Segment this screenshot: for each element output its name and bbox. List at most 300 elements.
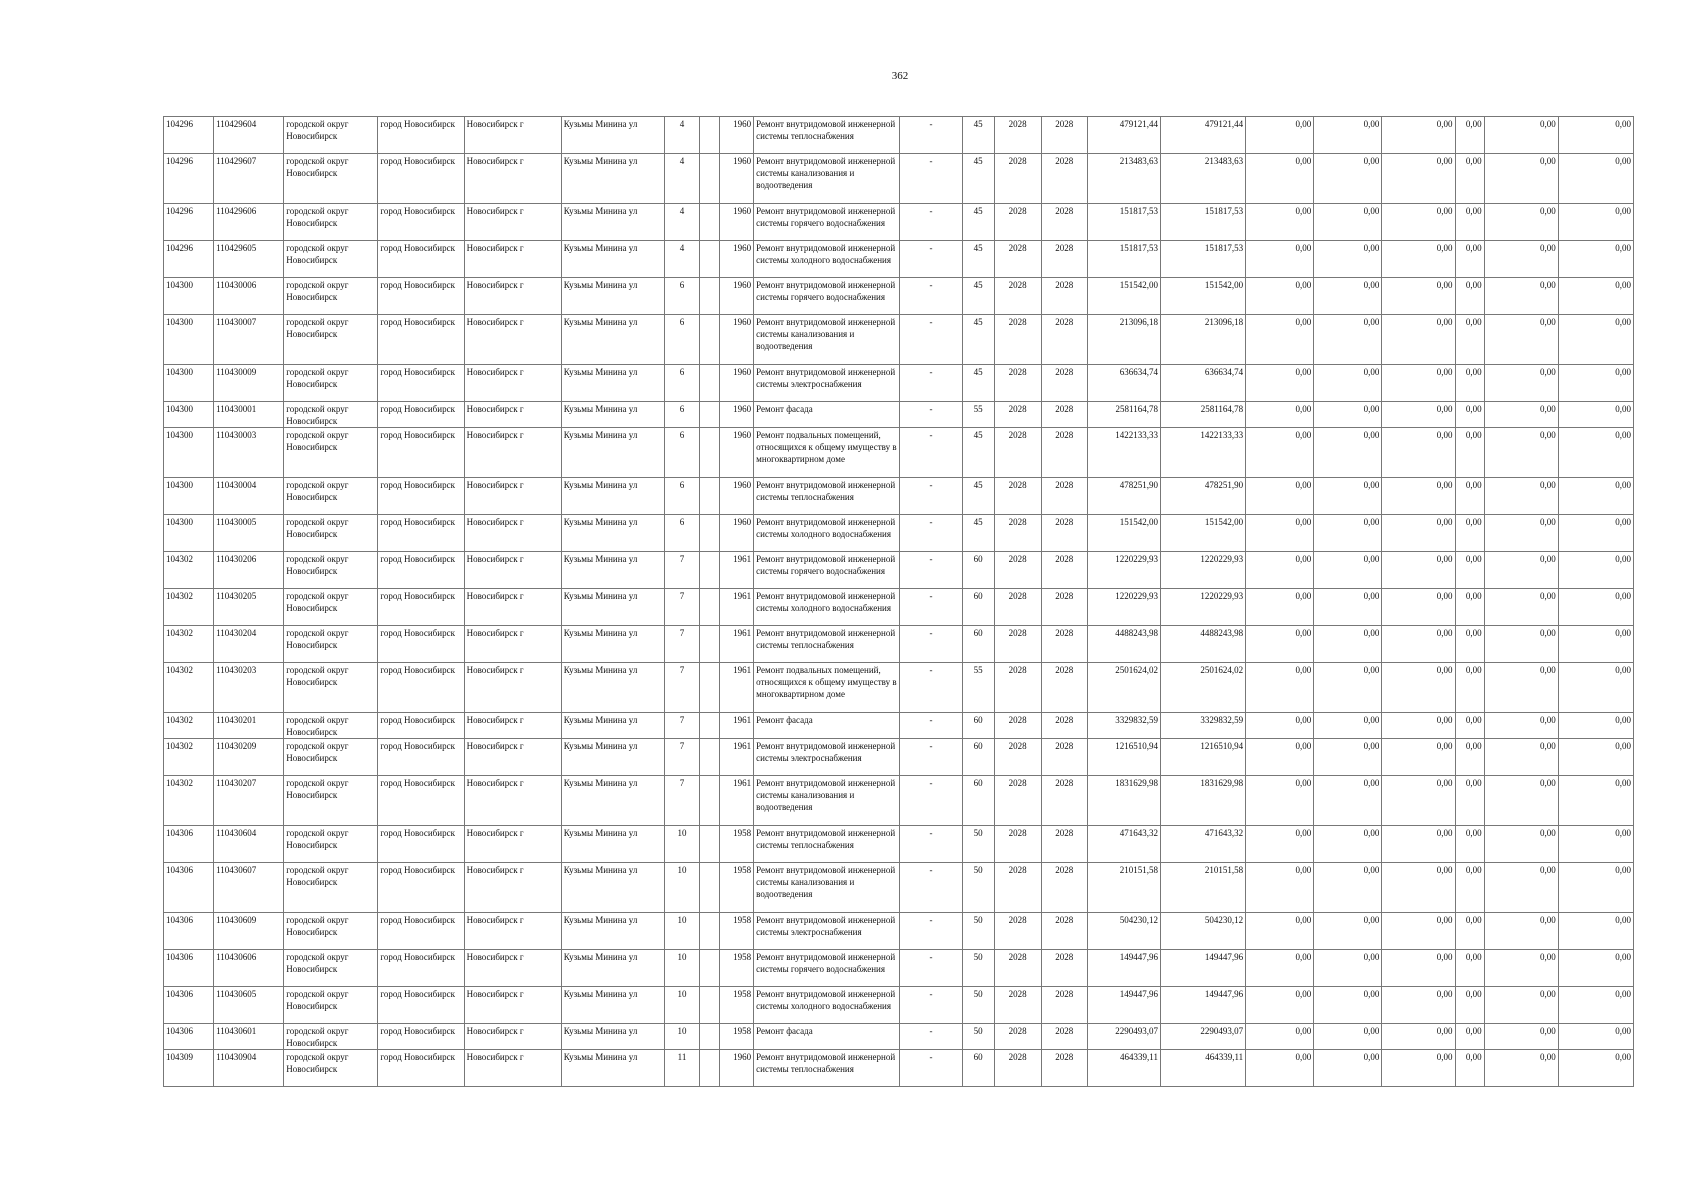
cell-cost-local: 0,00 (1382, 1050, 1455, 1087)
cell-street: Кузьмы Минина ул (561, 117, 664, 154)
table-row (164, 663, 1634, 713)
cell-cost-reserve: 0,00 (1558, 117, 1633, 154)
cell-cost-regional: 0,00 (1314, 315, 1382, 365)
cell-municipal-district: городской округ Новосибирск (284, 863, 378, 913)
cell-cost-total: 464339,11 (1087, 1050, 1160, 1087)
cell-locality: Новосибирск г (464, 626, 561, 663)
cell-year-built: 1961 (720, 626, 754, 663)
cell-cost-other: 0,00 (1455, 863, 1484, 913)
cell-work-type: Ремонт внутридомовой инженерной системы холодного водоснабжения (754, 987, 900, 1024)
cell-cost-federal: 0,00 (1246, 589, 1314, 626)
page-number: 362 (891, 70, 909, 82)
cell-wear-percent: 50 (962, 913, 994, 950)
cell-building (700, 204, 720, 241)
cell-locality: Новосибирск г (464, 987, 561, 1024)
cell-house-id: 104296 (164, 154, 214, 204)
cell-wear-percent: 50 (962, 987, 994, 1024)
cell-cost-regional: 0,00 (1314, 278, 1382, 315)
cell-plan-year-start: 2028 (994, 204, 1041, 241)
cell-house-id: 104306 (164, 987, 214, 1024)
table-row (164, 402, 1634, 428)
cell-fund-source: - (900, 117, 962, 154)
cell-cost-federal: 0,00 (1246, 950, 1314, 987)
cell-house-number: 6 (664, 428, 699, 478)
cell-cost-federal: 0,00 (1246, 863, 1314, 913)
cell-plan-year-end: 2028 (1041, 478, 1087, 515)
cell-cost-extra: 0,00 (1484, 428, 1558, 478)
cell-cost-total: 213483,63 (1087, 154, 1160, 204)
cell-plan-year-start: 2028 (994, 626, 1041, 663)
cell-year-built: 1958 (720, 913, 754, 950)
cell-plan-year-start: 2028 (994, 589, 1041, 626)
cell-work-type: Ремонт подвальных помещений, относящихся к общему имуществу в многоквартирном доме (754, 663, 900, 713)
cell-cost-local: 0,00 (1382, 739, 1455, 776)
cell-work-type: Ремонт внутридомовой инженерной системы канализования и водоотведения (754, 863, 900, 913)
cell-cost-owners: 149447,96 (1160, 987, 1245, 1024)
cell-street: Кузьмы Минина ул (561, 515, 664, 552)
cell-cost-federal: 0,00 (1246, 278, 1314, 315)
cell-cost-extra: 0,00 (1484, 315, 1558, 365)
cell-house-number: 7 (664, 776, 699, 826)
cell-house-id: 104296 (164, 241, 214, 278)
cell-settlement: город Новосибирск (378, 117, 464, 154)
cell-street: Кузьмы Минина ул (561, 826, 664, 863)
cell-work-type: Ремонт внутридомовой инженерной системы теплоснабжения (754, 478, 900, 515)
cell-plan-year-start: 2028 (994, 315, 1041, 365)
cell-plan-year-start: 2028 (994, 1024, 1041, 1050)
cell-plan-year-start: 2028 (994, 515, 1041, 552)
cell-work-type: Ремонт внутридомовой инженерной системы холодного водоснабжения (754, 515, 900, 552)
cell-plan-year-end: 2028 (1041, 515, 1087, 552)
cell-locality: Новосибирск г (464, 739, 561, 776)
cell-municipal-district: городской округ Новосибирск (284, 154, 378, 204)
cell-house-id: 104296 (164, 204, 214, 241)
cell-building (700, 117, 720, 154)
cell-plan-year-start: 2028 (994, 863, 1041, 913)
cell-building (700, 1050, 720, 1087)
cell-house-number: 4 (664, 154, 699, 204)
cell-plan-year-start: 2028 (994, 776, 1041, 826)
cell-house-id: 104306 (164, 913, 214, 950)
cell-fund-source: - (900, 626, 962, 663)
cell-plan-year-end: 2028 (1041, 241, 1087, 278)
cell-house-id: 104300 (164, 365, 214, 402)
cell-cost-local: 0,00 (1382, 117, 1455, 154)
cell-locality: Новосибирск г (464, 776, 561, 826)
cell-cost-regional: 0,00 (1314, 713, 1382, 739)
cell-locality: Новосибирск г (464, 117, 561, 154)
cell-municipal-district: городской округ Новосибирск (284, 365, 378, 402)
cell-municipal-district: городской округ Новосибирск (284, 987, 378, 1024)
cell-house-number: 6 (664, 278, 699, 315)
cell-year-built: 1958 (720, 826, 754, 863)
cell-settlement: город Новосибирск (378, 589, 464, 626)
cell-fund-source: - (900, 826, 962, 863)
cell-settlement: город Новосибирск (378, 478, 464, 515)
cell-house-id: 104296 (164, 117, 214, 154)
cell-street: Кузьмы Минина ул (561, 987, 664, 1024)
cell-cost-regional: 0,00 (1314, 478, 1382, 515)
cell-building (700, 589, 720, 626)
cell-fund-source: - (900, 589, 962, 626)
cell-cost-owners: 471643,32 (1160, 826, 1245, 863)
cell-cost-extra: 0,00 (1484, 826, 1558, 863)
cell-cost-reserve: 0,00 (1558, 826, 1633, 863)
cell-house-number: 7 (664, 713, 699, 739)
cell-cost-owners: 151817,53 (1160, 204, 1245, 241)
table-row (164, 913, 1634, 950)
cell-street: Кузьмы Минина ул (561, 589, 664, 626)
cell-wear-percent: 50 (962, 1024, 994, 1050)
cell-cost-other: 0,00 (1455, 478, 1484, 515)
cell-cost-regional: 0,00 (1314, 626, 1382, 663)
cell-cost-extra: 0,00 (1484, 204, 1558, 241)
cell-plan-year-start: 2028 (994, 278, 1041, 315)
cell-plan-year-end: 2028 (1041, 117, 1087, 154)
cell-cost-extra: 0,00 (1484, 117, 1558, 154)
cell-plan-year-start: 2028 (994, 913, 1041, 950)
cell-year-built: 1960 (720, 204, 754, 241)
cell-year-built: 1958 (720, 1024, 754, 1050)
cell-house-id: 104300 (164, 402, 214, 428)
cell-cost-other: 0,00 (1455, 589, 1484, 626)
cell-cost-extra: 0,00 (1484, 1024, 1558, 1050)
cell-house-id: 104302 (164, 589, 214, 626)
cell-work-type: Ремонт внутридомовой инженерной системы горячего водоснабжения (754, 278, 900, 315)
cell-municipal-district: городской округ Новосибирск (284, 552, 378, 589)
cell-work-type: Ремонт внутридомовой инженерной системы канализования и водоотведения (754, 776, 900, 826)
cell-cost-total: 2501624,02 (1087, 663, 1160, 713)
cell-cost-other: 0,00 (1455, 713, 1484, 739)
cell-cost-extra: 0,00 (1484, 987, 1558, 1024)
cell-wear-percent: 55 (962, 663, 994, 713)
cell-cost-regional: 0,00 (1314, 663, 1382, 713)
cell-locality: Новосибирск г (464, 204, 561, 241)
cell-cost-federal: 0,00 (1246, 713, 1314, 739)
cell-cost-total: 636634,74 (1087, 365, 1160, 402)
cell-cost-extra: 0,00 (1484, 863, 1558, 913)
cell-locality: Новосибирск г (464, 315, 561, 365)
cell-cost-regional: 0,00 (1314, 739, 1382, 776)
cell-cost-federal: 0,00 (1246, 428, 1314, 478)
cell-plan-year-end: 2028 (1041, 278, 1087, 315)
cell-cost-reserve: 0,00 (1558, 950, 1633, 987)
table-row (164, 589, 1634, 626)
cell-work-id: 110430609 (214, 913, 284, 950)
cell-year-built: 1961 (720, 663, 754, 713)
cell-cost-local: 0,00 (1382, 402, 1455, 428)
cell-plan-year-end: 2028 (1041, 739, 1087, 776)
cell-cost-extra: 0,00 (1484, 1050, 1558, 1087)
cell-wear-percent: 60 (962, 1050, 994, 1087)
cell-building (700, 826, 720, 863)
cell-cost-regional: 0,00 (1314, 241, 1382, 278)
cell-building (700, 739, 720, 776)
cell-cost-other: 0,00 (1455, 402, 1484, 428)
cell-plan-year-start: 2028 (994, 402, 1041, 428)
cell-house-id: 104306 (164, 863, 214, 913)
cell-cost-reserve: 0,00 (1558, 663, 1633, 713)
cell-wear-percent: 60 (962, 776, 994, 826)
cell-work-id: 110429607 (214, 154, 284, 204)
cell-cost-reserve: 0,00 (1558, 365, 1633, 402)
cell-cost-other: 0,00 (1455, 154, 1484, 204)
cell-cost-owners: 151542,00 (1160, 515, 1245, 552)
cell-work-id: 110430607 (214, 863, 284, 913)
cell-cost-federal: 0,00 (1246, 913, 1314, 950)
cell-work-id: 110430007 (214, 315, 284, 365)
table-row (164, 428, 1634, 478)
cell-cost-other: 0,00 (1455, 776, 1484, 826)
cell-cost-extra: 0,00 (1484, 365, 1558, 402)
cell-house-id: 104302 (164, 552, 214, 589)
cell-cost-federal: 0,00 (1246, 1050, 1314, 1087)
cell-house-id: 104306 (164, 826, 214, 863)
cell-house-id: 104302 (164, 713, 214, 739)
cell-work-type: Ремонт внутридомовой инженерной системы электроснабжения (754, 739, 900, 776)
cell-cost-local: 0,00 (1382, 663, 1455, 713)
cell-fund-source: - (900, 1024, 962, 1050)
cell-year-built: 1961 (720, 776, 754, 826)
table-row (164, 204, 1634, 241)
cell-house-number: 7 (664, 626, 699, 663)
cell-plan-year-start: 2028 (994, 663, 1041, 713)
cell-building (700, 154, 720, 204)
cell-street: Кузьмы Минина ул (561, 241, 664, 278)
cell-locality: Новосибирск г (464, 950, 561, 987)
cell-cost-federal: 0,00 (1246, 663, 1314, 713)
cell-locality: Новосибирск г (464, 589, 561, 626)
cell-wear-percent: 50 (962, 950, 994, 987)
cell-building (700, 365, 720, 402)
cell-cost-owners: 151542,00 (1160, 278, 1245, 315)
cell-house-number: 10 (664, 987, 699, 1024)
cell-house-id: 104302 (164, 776, 214, 826)
cell-house-id: 104300 (164, 478, 214, 515)
cell-cost-federal: 0,00 (1246, 315, 1314, 365)
cell-building (700, 428, 720, 478)
cell-plan-year-end: 2028 (1041, 428, 1087, 478)
cell-cost-total: 149447,96 (1087, 950, 1160, 987)
cell-plan-year-end: 2028 (1041, 826, 1087, 863)
cell-cost-regional: 0,00 (1314, 154, 1382, 204)
cell-cost-reserve: 0,00 (1558, 776, 1633, 826)
cell-building (700, 315, 720, 365)
cell-cost-federal: 0,00 (1246, 365, 1314, 402)
cell-building (700, 950, 720, 987)
table-body (164, 117, 1634, 1087)
cell-cost-total: 210151,58 (1087, 863, 1160, 913)
cell-plan-year-start: 2028 (994, 117, 1041, 154)
cell-building (700, 478, 720, 515)
cell-work-id: 110430204 (214, 626, 284, 663)
cell-work-id: 110429606 (214, 204, 284, 241)
cell-building (700, 1024, 720, 1050)
cell-work-type: Ремонт внутридомовой инженерной системы электроснабжения (754, 365, 900, 402)
cell-municipal-district: городской округ Новосибирск (284, 950, 378, 987)
cell-cost-regional: 0,00 (1314, 913, 1382, 950)
table-row (164, 365, 1634, 402)
cell-cost-regional: 0,00 (1314, 950, 1382, 987)
cell-house-id: 104300 (164, 515, 214, 552)
cell-cost-reserve: 0,00 (1558, 515, 1633, 552)
cell-year-built: 1961 (720, 739, 754, 776)
cell-cost-owners: 2581164,78 (1160, 402, 1245, 428)
cell-building (700, 913, 720, 950)
cell-cost-local: 0,00 (1382, 204, 1455, 241)
cell-cost-reserve: 0,00 (1558, 739, 1633, 776)
cell-building (700, 663, 720, 713)
cell-cost-reserve: 0,00 (1558, 863, 1633, 913)
cell-year-built: 1960 (720, 478, 754, 515)
cell-street: Кузьмы Минина ул (561, 154, 664, 204)
cell-cost-local: 0,00 (1382, 950, 1455, 987)
cell-cost-reserve: 0,00 (1558, 589, 1633, 626)
cell-cost-extra: 0,00 (1484, 278, 1558, 315)
cell-municipal-district: городской округ Новосибирск (284, 402, 378, 428)
cell-cost-other: 0,00 (1455, 739, 1484, 776)
cell-settlement: город Новосибирск (378, 154, 464, 204)
cell-locality: Новосибирск г (464, 365, 561, 402)
cell-plan-year-start: 2028 (994, 241, 1041, 278)
cell-cost-total: 151817,53 (1087, 204, 1160, 241)
cell-cost-total: 1220229,93 (1087, 552, 1160, 589)
cell-cost-other: 0,00 (1455, 365, 1484, 402)
cell-settlement: город Новосибирск (378, 365, 464, 402)
table-row (164, 552, 1634, 589)
cell-locality: Новосибирск г (464, 863, 561, 913)
table-row (164, 776, 1634, 826)
cell-street: Кузьмы Минина ул (561, 552, 664, 589)
cell-cost-owners: 479121,44 (1160, 117, 1245, 154)
cell-year-built: 1960 (720, 117, 754, 154)
cell-work-id: 110430206 (214, 552, 284, 589)
cell-cost-reserve: 0,00 (1558, 1050, 1633, 1087)
cell-wear-percent: 45 (962, 428, 994, 478)
cell-cost-owners: 464339,11 (1160, 1050, 1245, 1087)
cell-house-number: 6 (664, 515, 699, 552)
cell-settlement: город Новосибирск (378, 402, 464, 428)
cell-cost-local: 0,00 (1382, 154, 1455, 204)
cell-cost-owners: 4488243,98 (1160, 626, 1245, 663)
cell-year-built: 1960 (720, 241, 754, 278)
table-row (164, 950, 1634, 987)
cell-locality: Новосибирск г (464, 713, 561, 739)
cell-settlement: город Новосибирск (378, 739, 464, 776)
cell-settlement: город Новосибирск (378, 626, 464, 663)
cell-work-type: Ремонт фасада (754, 1024, 900, 1050)
cell-house-number: 6 (664, 365, 699, 402)
cell-building (700, 402, 720, 428)
cell-work-type: Ремонт внутридомовой инженерной системы канализования и водоотведения (754, 315, 900, 365)
cell-house-id: 104302 (164, 663, 214, 713)
cell-street: Кузьмы Минина ул (561, 1024, 664, 1050)
cell-municipal-district: городской округ Новосибирск (284, 739, 378, 776)
cell-house-number: 7 (664, 739, 699, 776)
cell-cost-other: 0,00 (1455, 1050, 1484, 1087)
cell-plan-year-start: 2028 (994, 987, 1041, 1024)
cell-cost-owners: 478251,90 (1160, 478, 1245, 515)
cell-settlement: город Новосибирск (378, 713, 464, 739)
cell-fund-source: - (900, 278, 962, 315)
cell-house-id: 104300 (164, 278, 214, 315)
cell-street: Кузьмы Минина ул (561, 204, 664, 241)
cell-cost-owners: 213483,63 (1160, 154, 1245, 204)
cell-plan-year-end: 2028 (1041, 776, 1087, 826)
cell-street: Кузьмы Минина ул (561, 739, 664, 776)
cell-cost-regional: 0,00 (1314, 204, 1382, 241)
cell-house-number: 6 (664, 478, 699, 515)
cell-cost-regional: 0,00 (1314, 987, 1382, 1024)
cell-work-type: Ремонт внутридомовой инженерной системы теплоснабжения (754, 117, 900, 154)
cell-cost-local: 0,00 (1382, 365, 1455, 402)
cell-house-number: 10 (664, 1024, 699, 1050)
cell-cost-federal: 0,00 (1246, 776, 1314, 826)
cell-municipal-district: городской округ Новосибирск (284, 117, 378, 154)
cell-settlement: город Новосибирск (378, 428, 464, 478)
cell-year-built: 1961 (720, 713, 754, 739)
cell-fund-source: - (900, 776, 962, 826)
cell-cost-total: 151817,53 (1087, 241, 1160, 278)
cell-cost-extra: 0,00 (1484, 241, 1558, 278)
cell-cost-federal: 0,00 (1246, 826, 1314, 863)
cell-cost-regional: 0,00 (1314, 402, 1382, 428)
cell-cost-federal: 0,00 (1246, 117, 1314, 154)
cell-cost-reserve: 0,00 (1558, 278, 1633, 315)
cell-locality: Новосибирск г (464, 826, 561, 863)
cell-work-id: 110430005 (214, 515, 284, 552)
cell-cost-extra: 0,00 (1484, 663, 1558, 713)
cell-cost-total: 4488243,98 (1087, 626, 1160, 663)
cell-house-id: 104306 (164, 950, 214, 987)
cell-locality: Новосибирск г (464, 663, 561, 713)
cell-cost-federal: 0,00 (1246, 552, 1314, 589)
cell-cost-federal: 0,00 (1246, 478, 1314, 515)
cell-work-id: 110430209 (214, 739, 284, 776)
cell-house-id: 104300 (164, 315, 214, 365)
cell-cost-total: 2290493,07 (1087, 1024, 1160, 1050)
cell-municipal-district: городской округ Новосибирск (284, 589, 378, 626)
cell-plan-year-end: 2028 (1041, 315, 1087, 365)
cell-municipal-district: городской округ Новосибирск (284, 713, 378, 739)
cell-house-number: 4 (664, 204, 699, 241)
cell-house-number: 4 (664, 117, 699, 154)
cell-wear-percent: 50 (962, 826, 994, 863)
cell-municipal-district: городской округ Новосибирск (284, 278, 378, 315)
cell-house-number: 11 (664, 1050, 699, 1087)
cell-house-number: 7 (664, 663, 699, 713)
cell-fund-source: - (900, 515, 962, 552)
cell-cost-owners: 1831629,98 (1160, 776, 1245, 826)
cell-work-type: Ремонт внутридомовой инженерной системы горячего водоснабжения (754, 552, 900, 589)
cell-cost-regional: 0,00 (1314, 863, 1382, 913)
table-row (164, 1050, 1634, 1087)
cell-plan-year-end: 2028 (1041, 1024, 1087, 1050)
cell-municipal-district: городской округ Новосибирск (284, 626, 378, 663)
cell-municipal-district: городской округ Новосибирск (284, 1050, 378, 1087)
cell-cost-extra: 0,00 (1484, 552, 1558, 589)
table-row (164, 713, 1634, 739)
cell-wear-percent: 45 (962, 204, 994, 241)
cell-plan-year-start: 2028 (994, 552, 1041, 589)
cell-year-built: 1960 (720, 315, 754, 365)
cell-fund-source: - (900, 1050, 962, 1087)
cell-cost-local: 0,00 (1382, 478, 1455, 515)
cell-year-built: 1958 (720, 950, 754, 987)
cell-settlement: город Новосибирск (378, 552, 464, 589)
cell-wear-percent: 45 (962, 241, 994, 278)
cell-cost-owners: 504230,12 (1160, 913, 1245, 950)
